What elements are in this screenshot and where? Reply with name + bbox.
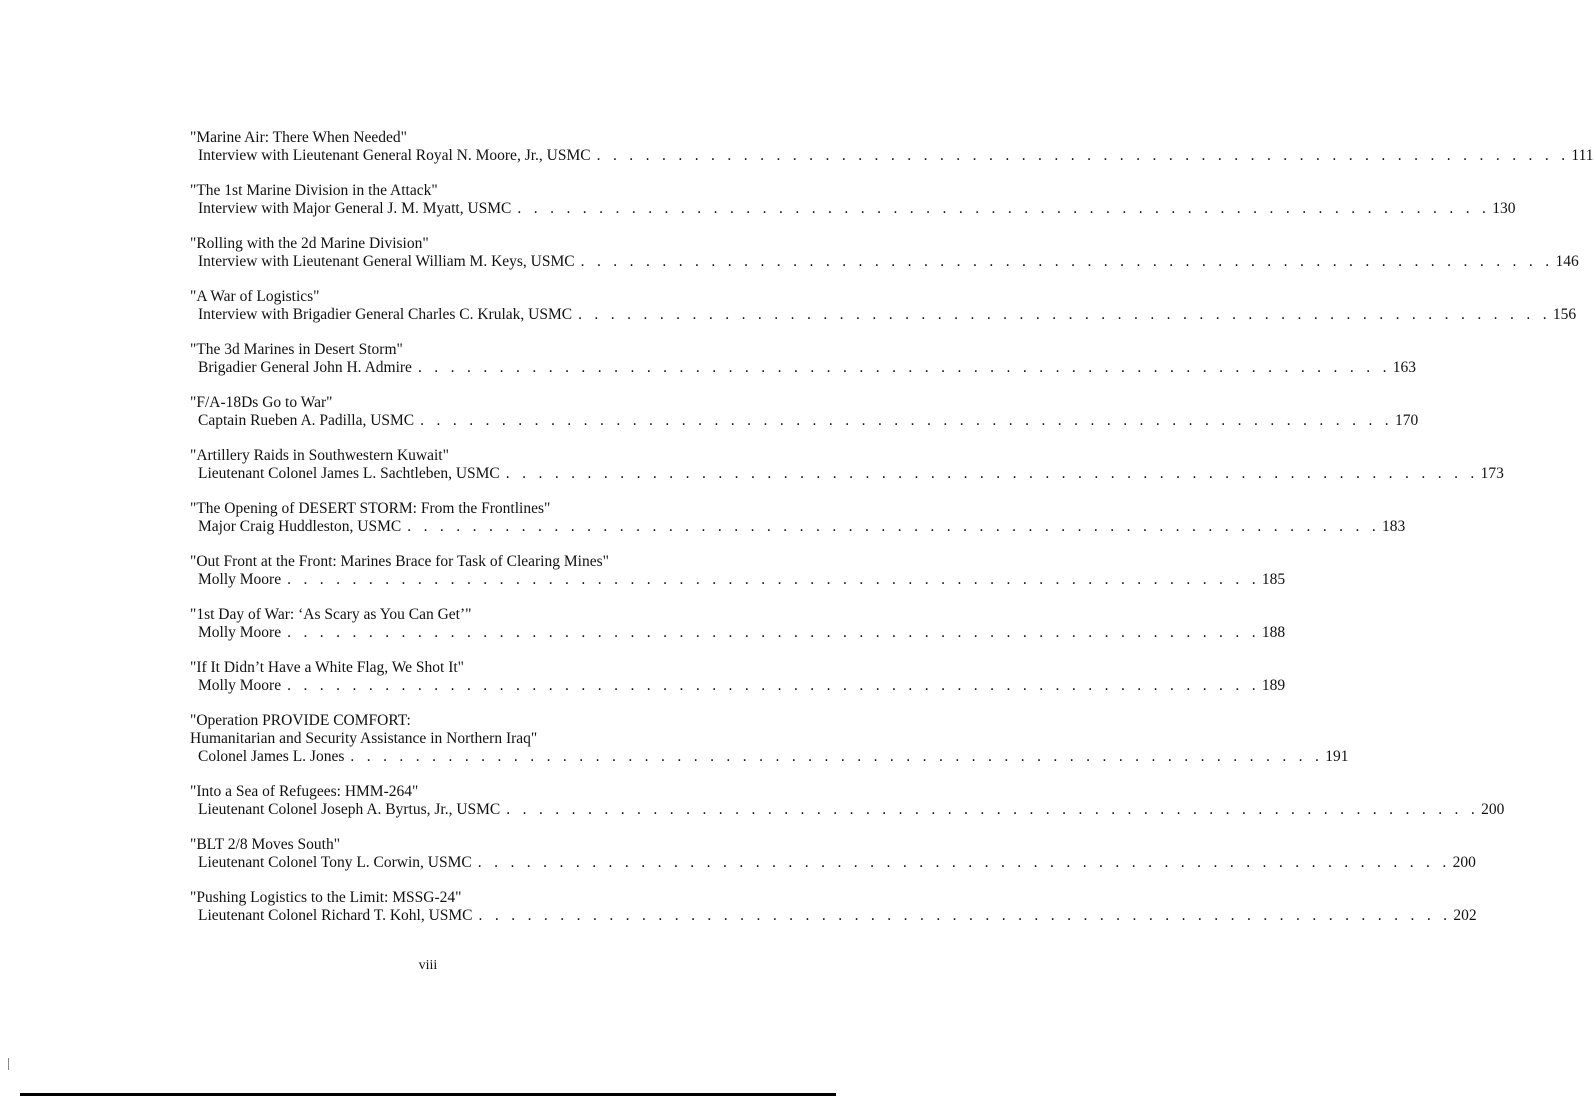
dot-leader: . . . . . . . . . . . . . . . . . . . . . . . . . . . . . . . . . . . . . . . . . . . . . . . . . . . . . . . . . . . . (477, 854, 1451, 871)
toc-entry (190, 447, 1504, 483)
scan-edge-rule (20, 1093, 836, 1096)
entry-author: Molly Moore (198, 677, 282, 694)
entry-title: "The 3d Marines in Desert Storm" (190, 341, 403, 358)
toc-entry (190, 235, 1579, 271)
dot-leader: . . . . . . . . . . . . . . . . . . . . . . . . . . . . . . . . . . . . . . . . . . . . . . . . . . . . . . . . . . . . (478, 907, 1452, 924)
dot-leader: . . . . . . . . . . . . . . . . . . . . . . . . . . . . . . . . . . . . . . . . . . . . . . . . . . . . . . . . . . . . (417, 359, 1391, 376)
toc-entry (190, 712, 1349, 766)
entry-page-number: 189 (1261, 677, 1286, 694)
entry-author-row (190, 677, 1286, 695)
entry-page-number: 191 (1325, 748, 1349, 765)
entry-page-number: 183 (1382, 518, 1406, 535)
entry-author: Interview with Brigadier General Charles C. Krulak, USMC (198, 306, 573, 323)
entry-page-number: 111 (1571, 147, 1594, 164)
entry-author-row (190, 359, 1417, 377)
entry-page-number: 146 (1555, 253, 1579, 270)
entry-author-row (190, 571, 1286, 589)
toc-entry (190, 553, 1286, 589)
toc-entry (190, 182, 1516, 218)
entry-author-row (190, 748, 1349, 766)
entry-author-row (190, 624, 1286, 642)
entry-title: "Operation PROVIDE COMFORT: (190, 712, 411, 729)
dot-leader: . . . . . . . . . . . . . . . . . . . . . . . . . . . . . . . . . . . . . . . . . . . . . . . . . . . . . . . . . . . . (287, 677, 1260, 694)
entry-page-number: 130 (1492, 200, 1516, 217)
entry-title: "1st Day of War: ‘As Scary as You Can Get’" (190, 606, 472, 623)
entry-author-row (190, 907, 1477, 925)
dot-leader: . . . . . . . . . . . . . . . . . . . . . . . . . . . . . . . . . . . . . . . . . . . . . . . . . . . . . . . . . . . . (578, 306, 1551, 323)
toc-entry (190, 836, 1476, 872)
entry-author: Lieutenant Colonel Tony L. Corwin, USMC (198, 854, 472, 871)
table-of-contents (190, 129, 1594, 925)
entry-author-row (190, 147, 1594, 165)
entry-page-number: 173 (1480, 465, 1504, 482)
entry-author: Major Craig Huddleston, USMC (198, 518, 402, 535)
dot-leader: . . . . . . . . . . . . . . . . . . . . . . . . . . . . . . . . . . . . . . . . . . . . . . . . . . . . . . . . . . . . (287, 624, 1260, 641)
entry-title: "The Opening of DESERT STORM: From the Frontlines" (190, 500, 551, 517)
page-number: viii (418, 958, 438, 973)
entry-page-number: 185 (1261, 571, 1286, 588)
entry-title: "If It Didn’t Have a White Flag, We Shot It" (190, 659, 464, 676)
entry-page-number: 188 (1261, 624, 1286, 641)
entry-author: Lieutenant Colonel Joseph A. Byrtus, Jr., USMC (198, 801, 501, 818)
entry-author: Brigadier General John H. Admire (198, 359, 412, 376)
toc-entry (190, 341, 1417, 377)
entry-title: "Into a Sea of Refugees: HMM-264" (190, 783, 419, 800)
entry-author-row (190, 306, 1577, 324)
dot-leader: . . . . . . . . . . . . . . . . . . . . . . . . . . . . . . . . . . . . . . . . . . . . . . . . . . . . . . . . . . . . (596, 147, 1570, 164)
entry-page-number: 163 (1392, 359, 1417, 376)
entry-page-number: 200 (1481, 801, 1505, 818)
entry-subtitle: Humanitarian and Security Assistance in Northern Iraq" (190, 730, 538, 747)
dot-leader: . . . . . . . . . . . . . . . . . . . . . . . . . . . . . . . . . . . . . . . . . . . . . . . . . . . . . . . . . . . . (420, 412, 1393, 429)
dot-leader: . . . . . . . . . . . . . . . . . . . . . . . . . . . . . . . . . . . . . . . . . . . . . . . . . . . . . . . . . . . . (517, 200, 1491, 217)
toc-entry (190, 129, 1594, 165)
entry-page-number: 200 (1452, 854, 1476, 871)
entry-author: Molly Moore (198, 624, 282, 641)
entry-title: "A War of Logistics" (190, 288, 320, 305)
entry-title: "Rolling with the 2d Marine Division" (190, 235, 429, 252)
dot-leader: . . . . . . . . . . . . . . . . . . . . . . . . . . . . . . . . . . . . . . . . . . . . . . . . . . . . . . . . . . . . (407, 518, 1381, 535)
toc-entry (190, 889, 1477, 925)
entry-author-row (190, 518, 1406, 536)
entry-author: Lieutenant Colonel Richard T. Kohl, USMC (198, 907, 473, 924)
entry-page-number: 156 (1552, 306, 1577, 323)
entry-author-row (190, 412, 1419, 430)
toc-entry (190, 288, 1577, 324)
entry-title: "Pushing Logistics to the Limit: MSSG-24" (190, 889, 462, 906)
dot-leader: . . . . . . . . . . . . . . . . . . . . . . . . . . . . . . . . . . . . . . . . . . . . . . . . . . . . . . . . . . . . (350, 748, 1324, 765)
entry-author-row (190, 801, 1505, 819)
entry-author-row (190, 465, 1504, 483)
entry-title: "The 1st Marine Division in the Attack" (190, 182, 438, 199)
entry-author-row (190, 253, 1579, 271)
toc-entry (190, 783, 1505, 819)
entry-title: "F/A-18Ds Go to War" (190, 394, 333, 411)
entry-page-number: 202 (1453, 907, 1477, 924)
entry-title: "Out Front at the Front: Marines Brace for Task of Clearing Mines" (190, 553, 609, 570)
entry-author: Captain Rueben A. Padilla, USMC (198, 412, 415, 429)
entry-author: Molly Moore (198, 571, 282, 588)
entry-title: "Marine Air: There When Needed" (190, 129, 407, 146)
dot-leader: . . . . . . . . . . . . . . . . . . . . . . . . . . . . . . . . . . . . . . . . . . . . . . . . . . . . . . . . . . . . (580, 253, 1554, 270)
entry-author: Interview with Lieutenant General William M. Keys, USMC (198, 253, 575, 270)
entry-author: Colonel James L. Jones (198, 748, 345, 765)
toc-entry (190, 659, 1286, 695)
dot-leader: . . . . . . . . . . . . . . . . . . . . . . . . . . . . . . . . . . . . . . . . . . . . . . . . . . . . . . . . . . . . (506, 801, 1480, 818)
entry-author-row (190, 854, 1476, 872)
dot-leader: . . . . . . . . . . . . . . . . . . . . . . . . . . . . . . . . . . . . . . . . . . . . . . . . . . . . . . . . . . . . (505, 465, 1479, 482)
dot-leader: . . . . . . . . . . . . . . . . . . . . . . . . . . . . . . . . . . . . . . . . . . . . . . . . . . . . . . . . . . . . (287, 571, 1260, 588)
scan-artifact (8, 1058, 9, 1070)
entry-author: Lieutenant Colonel James L. Sachtleben, USMC (198, 465, 500, 482)
entry-author: Interview with Major General J. M. Myatt, USMC (198, 200, 512, 217)
entry-author-row (190, 200, 1516, 218)
toc-entry (190, 606, 1286, 642)
toc-entry (190, 394, 1419, 430)
entry-title: "BLT 2/8 Moves South" (190, 836, 341, 853)
entry-title: "Artillery Raids in Southwestern Kuwait" (190, 447, 449, 464)
toc-entry (190, 500, 1406, 536)
entry-page-number: 170 (1394, 412, 1419, 429)
entry-author: Interview with Lieutenant General Royal N. Moore, Jr., USMC (198, 147, 591, 164)
